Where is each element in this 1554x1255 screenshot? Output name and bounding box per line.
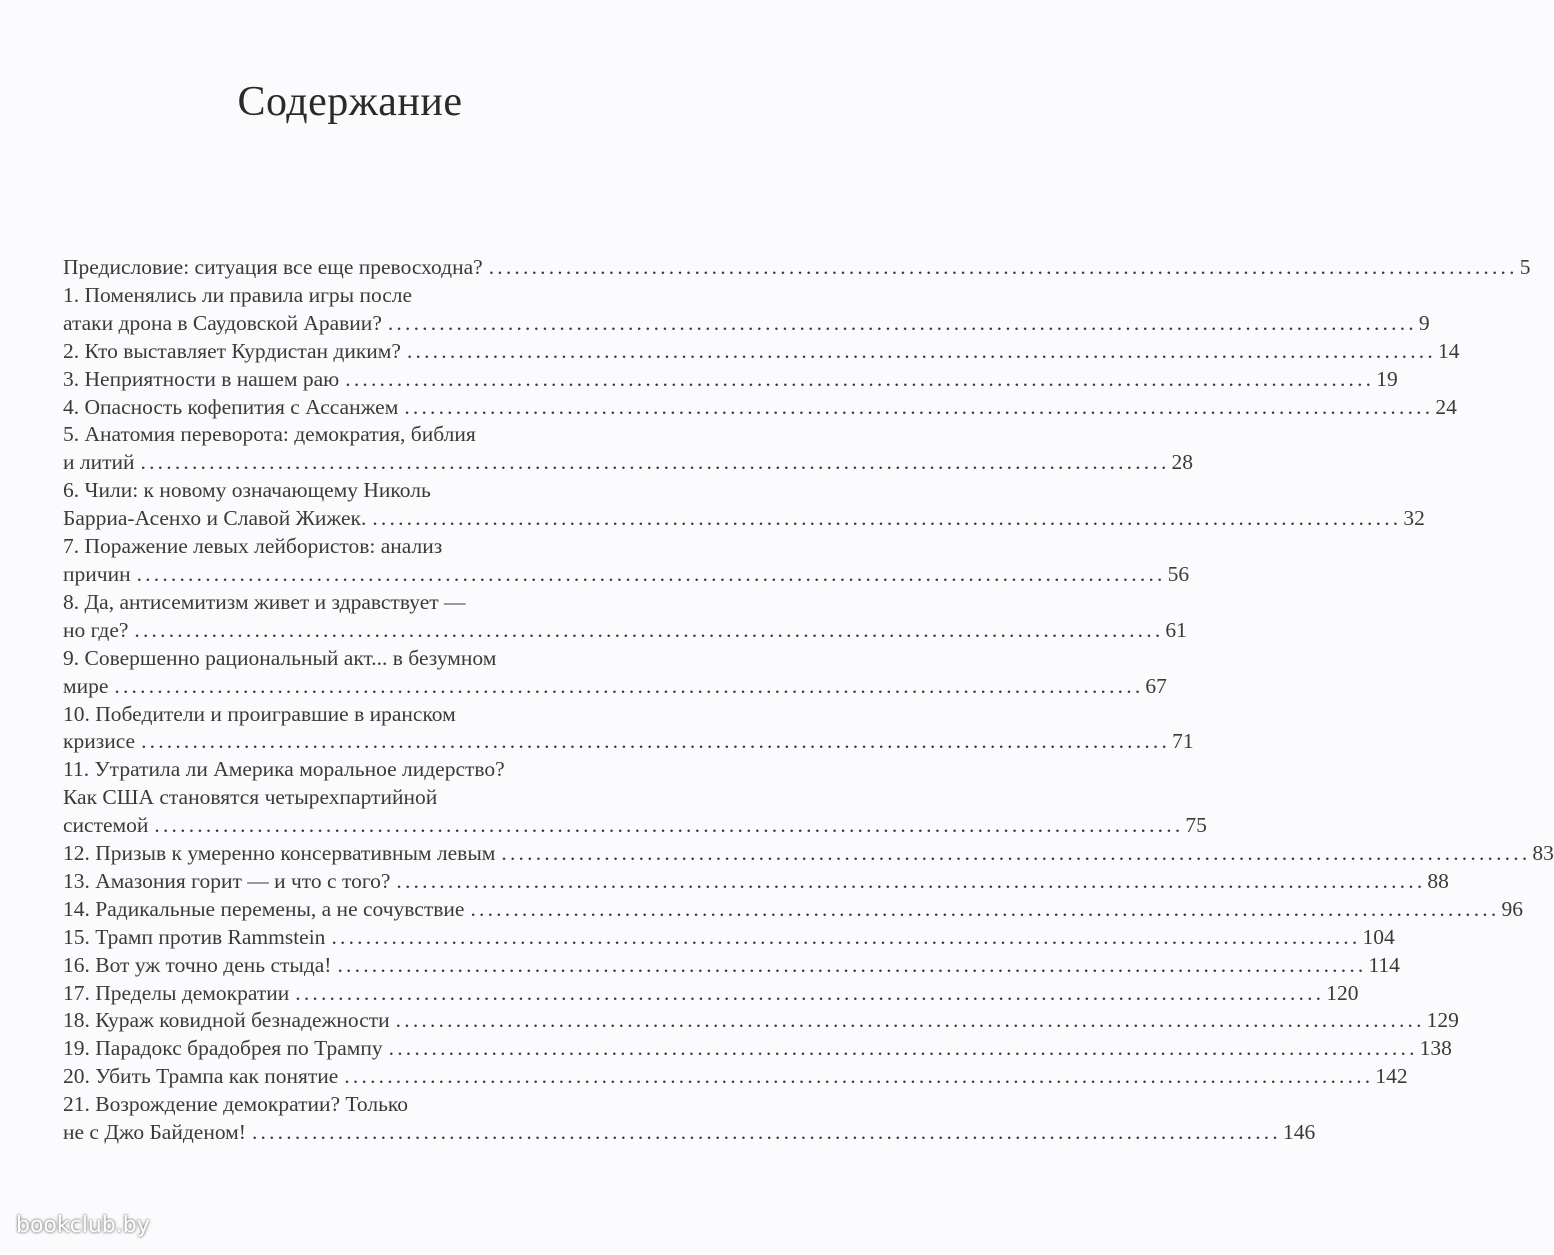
toc-entry-title: 13. Амазония горит — и что с того? <box>63 868 391 893</box>
toc-entry-title: 15. Трамп против Rammstein <box>63 924 326 949</box>
dot-leader: ........................................................................................................................ <box>345 366 1375 391</box>
toc-entry-line <box>63 1035 1452 1063</box>
dot-leader: ........................................................................................................................ <box>331 924 1361 949</box>
toc-entry-title: 10. Победители и проигравшие в иранском <box>63 701 456 726</box>
toc-entry-title: 7. Поражение левых лейбористов: анализ <box>63 534 443 559</box>
toc-entry-line <box>63 617 1187 645</box>
toc-entry-title: 19. Парадокс брадобрея по Трампу <box>63 1036 383 1061</box>
toc-entry-line <box>63 505 1425 533</box>
dot-leader: ........................................................................................................................ <box>140 450 1170 475</box>
toc-entry-line <box>63 952 1400 980</box>
toc-entry <box>63 952 1400 980</box>
toc-entry-line <box>63 924 1395 952</box>
page-title: Содержание <box>237 79 463 125</box>
toc-entry-line <box>63 701 653 729</box>
toc-entry <box>63 924 1395 952</box>
toc-entry-title: 21. Возрождение демократии? Только <box>63 1092 409 1117</box>
toc-entry <box>63 1063 1408 1091</box>
toc-page-number: 71 <box>1172 729 1194 754</box>
toc-entry-title: 18. Кураж ковидной безнадежности <box>63 1008 390 1033</box>
toc-entry-line <box>63 282 653 310</box>
dot-leader: ........................................................................................................................ <box>136 561 1166 586</box>
dot-leader: ........................................................................................................................ <box>387 310 1417 335</box>
toc-entry-line <box>63 673 1167 701</box>
toc-entry-title: не с Джо Байденом! <box>63 1120 246 1145</box>
toc-entry <box>63 533 1190 589</box>
toc-page-number: 83 <box>1532 841 1554 866</box>
toc-entry-title: 4. Опасность кофепития с Ассанжем <box>63 394 399 419</box>
toc-entry <box>63 254 1531 282</box>
watermark-logo: bookclub.by <box>16 1213 150 1238</box>
dot-leader: ........................................................................................................................ <box>337 952 1367 977</box>
toc-entry-title: 3. Неприятности в нашем раю <box>63 366 340 391</box>
toc-entry-title: 16. Вот уж точно день стыда! <box>63 952 332 977</box>
toc-entry-title: 1. Поменялись ли правила игры после <box>63 282 413 307</box>
toc-entry-line <box>63 477 653 505</box>
toc-entry-title: и литий <box>63 450 135 475</box>
toc-entry-title: причин <box>63 561 131 586</box>
toc-entry-line <box>63 645 653 673</box>
toc-page-number: 88 <box>1427 868 1449 893</box>
toc-page-number: 146 <box>1282 1120 1316 1145</box>
dot-leader: ........................................................................................................................ <box>396 868 1426 893</box>
toc-entry <box>63 589 1187 645</box>
toc-page-number: 138 <box>1419 1036 1452 1061</box>
toc-entry <box>63 366 1398 394</box>
toc-entry-line <box>63 1091 653 1119</box>
toc-entry <box>63 421 1194 477</box>
dot-leader: ........................................................................................................................ <box>388 1036 1418 1061</box>
dot-leader: ........................................................................................................................ <box>114 673 1144 698</box>
dot-leader: ........................................................................................................................ <box>295 980 1325 1005</box>
toc-page-number: 120 <box>1326 980 1359 1005</box>
toc-entry-line <box>63 533 653 561</box>
toc-entry <box>63 477 1425 533</box>
toc-page-number: 56 <box>1167 561 1190 586</box>
toc-entry-title: 20. Убить Трампа как понятие <box>63 1064 339 1089</box>
toc-entry-line <box>63 896 1523 924</box>
toc-entry <box>63 896 1523 924</box>
dot-leader: ........................................................................................................................ <box>154 813 1184 838</box>
toc-entry-line <box>63 449 1194 477</box>
toc-entry-line <box>63 1007 1459 1035</box>
toc-entry-line <box>63 812 1207 840</box>
dot-leader: ........................................................................................................................ <box>501 841 1531 866</box>
toc-entry <box>63 1035 1452 1063</box>
toc-entry-title: 11. Утратила ли Америка моральное лидерство? <box>63 757 505 782</box>
toc-entry-line <box>63 756 653 784</box>
dot-leader: ........................................................................................................................ <box>404 394 1434 419</box>
toc-entry <box>63 980 1359 1008</box>
toc-entry-line <box>63 254 1531 282</box>
toc-entry-line <box>63 589 653 617</box>
dot-leader: ........................................................................................................................ <box>372 506 1402 531</box>
toc-page-number: 114 <box>1368 952 1400 977</box>
toc-entry-line <box>63 394 1457 422</box>
toc-page-number: 5 <box>1519 255 1531 279</box>
toc-entry <box>63 701 1194 757</box>
dot-leader: ........................................................................................................................ <box>134 617 1164 642</box>
toc-entry-line <box>63 1119 1316 1147</box>
toc-entry-line <box>63 1063 1408 1091</box>
toc-entry-line <box>63 868 1449 896</box>
dot-leader: ........................................................................................................................ <box>251 1120 1281 1145</box>
toc-entry <box>63 645 1167 701</box>
toc-page-number: 142 <box>1375 1064 1408 1089</box>
toc-page-number: 75 <box>1185 813 1207 838</box>
toc-entry-title: системой <box>63 813 149 838</box>
toc-entry-line <box>63 366 1398 394</box>
toc-page-number: 104 <box>1362 924 1395 949</box>
dot-leader: ........................................................................................................................ <box>488 255 1518 279</box>
toc-entry <box>63 1091 1316 1147</box>
toc-entry <box>63 338 1460 366</box>
toc-entry-title: 14. Радикальные перемены, а не сочувствие <box>63 896 465 921</box>
toc-page-number: 9 <box>1418 310 1430 335</box>
toc-entry-title: мире <box>63 673 109 698</box>
toc-page-number: 129 <box>1426 1008 1459 1033</box>
toc-entry-line <box>63 840 1554 868</box>
dot-leader: ........................................................................................................................ <box>344 1064 1374 1089</box>
toc-entry <box>63 394 1457 422</box>
dot-leader: ........................................................................................................................ <box>470 896 1500 921</box>
dot-leader: ........................................................................................................................ <box>406 338 1436 363</box>
toc-entry-title: 9. Совершенно рациональный акт... в безумном <box>63 645 497 670</box>
toc-entry-title: Предисловие: ситуация все еще превосходна? <box>63 255 483 279</box>
toc-entry-title: но где? <box>63 617 129 642</box>
toc-entry <box>63 282 1430 338</box>
toc-entry-title: 12. Призыв к умеренно консервативным левым <box>63 841 496 866</box>
toc-entry-title: 17. Пределы демократии <box>63 980 290 1005</box>
toc-page-number: 19 <box>1376 366 1398 391</box>
toc-entry-line <box>63 310 1430 338</box>
toc-entry-title: 8. Да, антисемитизм живет и здравствует — <box>63 589 466 614</box>
toc-entry-title: Как США становятся четырехпартийной <box>63 785 438 810</box>
toc-entry <box>63 840 1554 868</box>
toc-entry-line <box>63 421 653 449</box>
toc-page-number: 28 <box>1171 450 1194 475</box>
toc-page-number: 67 <box>1145 673 1167 698</box>
toc-entry <box>63 756 1207 840</box>
toc-page-number: 96 <box>1501 896 1523 921</box>
toc-entry-title: 6. Чили: к новому означающему Николь <box>63 478 431 503</box>
toc-page-number: 32 <box>1403 506 1425 531</box>
toc-entry-title: 2. Кто выставляет Курдистан диким? <box>63 338 401 363</box>
toc-entry-line <box>63 728 1194 756</box>
toc-entry-title: атаки дрона в Саудовской Аравии? <box>63 310 382 335</box>
dot-leader: ........................................................................................................................ <box>141 729 1171 754</box>
toc-entry-line <box>63 338 1460 366</box>
toc-page-number: 61 <box>1165 617 1187 642</box>
toc-entry <box>63 868 1449 896</box>
table-of-contents <box>63 254 1554 1147</box>
toc-entry-title: Барриа-Асенхо и Славой Жижек. <box>63 506 367 531</box>
toc-entry-line <box>63 561 1190 589</box>
toc-entry-title: кризисе <box>63 729 136 754</box>
toc-entry-title: 5. Анатомия переворота: демократия, библия <box>63 422 476 447</box>
toc-entry <box>63 1007 1459 1035</box>
toc-page-number: 24 <box>1435 394 1457 419</box>
toc-entry-line <box>63 784 653 812</box>
toc-entry-line <box>63 980 1359 1008</box>
toc-page-number: 14 <box>1437 338 1460 363</box>
dot-leader: ........................................................................................................................ <box>395 1008 1425 1033</box>
